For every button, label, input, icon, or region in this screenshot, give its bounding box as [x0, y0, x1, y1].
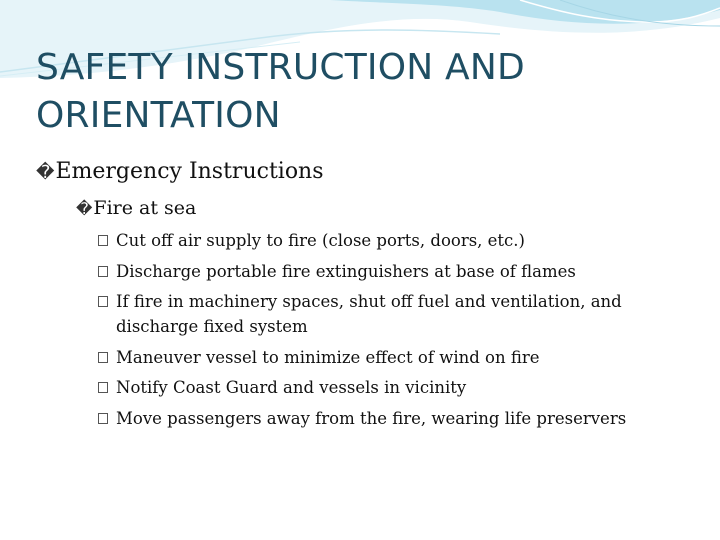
list-item	[96, 289, 696, 339]
subheading-text: Fire at sea	[93, 197, 197, 219]
heading-emergency-instructions	[36, 158, 324, 187]
instruction-list	[96, 228, 696, 436]
list-item	[96, 406, 696, 431]
list-item-text: Notify Coast Guard and vessels in vicinity	[116, 378, 467, 397]
list-item-text: Maneuver vessel to minimize effect of wind on fire	[116, 347, 540, 367]
list-item-text: Discharge portable fire extinguishers at base of flames	[116, 261, 576, 281]
missing-glyph-icon: �	[76, 199, 93, 218]
checkbox-square-icon	[98, 382, 108, 393]
list-item-text: Cut off air supply to fire (close ports, doors, etc.)	[116, 231, 525, 250]
list-item	[96, 228, 696, 253]
list-item	[96, 345, 696, 370]
slide-title: SAFETY INSTRUCTION AND ORIENTATION	[36, 47, 525, 136]
subheading-fire-at-sea	[76, 195, 196, 222]
list-item	[96, 375, 696, 400]
checkbox-square-icon	[98, 266, 108, 277]
list-item-text: If fire in machinery spaces, shut off fuel and ventilation, and discharge fixed system	[116, 292, 622, 336]
checkbox-square-icon	[98, 352, 108, 363]
checkbox-square-icon	[98, 296, 108, 307]
heading-text: Emergency Instructions	[55, 159, 324, 184]
list-item	[96, 259, 696, 284]
checkbox-square-icon	[98, 235, 108, 246]
list-item-text: Move passengers away from the fire, wearing life preservers	[116, 408, 627, 428]
missing-glyph-icon: �	[36, 162, 55, 183]
checkbox-square-icon	[98, 413, 108, 424]
